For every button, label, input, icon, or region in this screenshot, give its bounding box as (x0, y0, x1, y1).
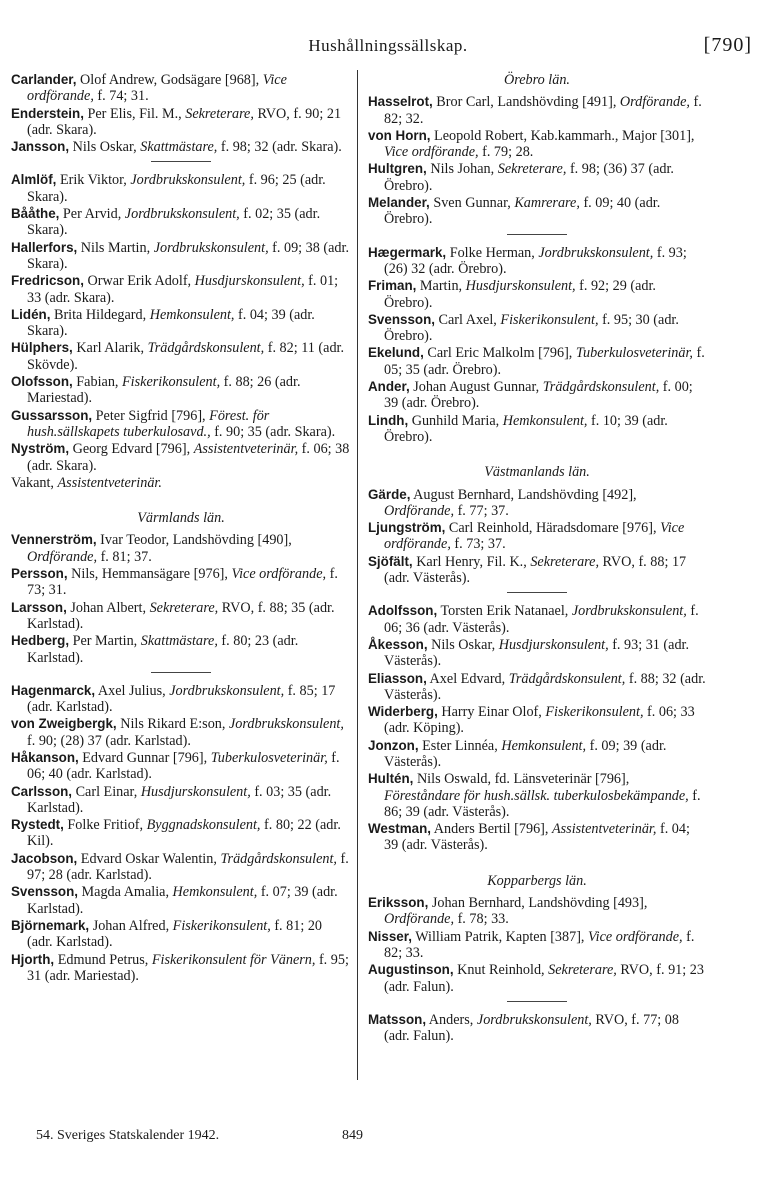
entry-name: Rystedt, (11, 817, 64, 833)
entry-group (368, 603, 706, 853)
entry-text: August Bernhard, Landshövding [492], (410, 486, 637, 503)
list-item (11, 784, 351, 817)
entry-text: William Patrik, Kapten [387], (411, 928, 589, 945)
entry-text: Per Elis, Fil. M., (83, 105, 186, 122)
list-item (368, 94, 706, 127)
entry-tail: f. 04; 39 (adr. Skara). (27, 306, 315, 340)
entry-role: Förest. för hush.sällskapets tuberkulosavd., (27, 407, 270, 440)
entry-group (368, 245, 706, 446)
entry-name: Sjöfält, (368, 553, 413, 569)
entry-group (368, 487, 706, 587)
entry-tail: f. 73; 31. (27, 566, 338, 599)
list-item (368, 487, 706, 520)
entry-role: Assistentveterinär. (57, 474, 162, 491)
entry-name: Enderstein, (11, 105, 84, 121)
section-rule (151, 161, 211, 162)
entry-tail: f. 09; 38 (adr. Skara). (27, 239, 350, 272)
entry-role: Trädgårdskonsulent, (542, 379, 660, 396)
entry-text: Orwar Erik Adolf, (83, 273, 195, 290)
entry-text: Edvard Oskar Walentin, (77, 850, 221, 867)
entry-name: Eriksson, (368, 895, 429, 911)
left-column (11, 72, 351, 1072)
list-item (11, 307, 351, 340)
entry-text: Nils Johan, (426, 161, 498, 178)
entry-text: Ester Linnéa, (418, 737, 502, 754)
entry-role: Hemkonsulent, (502, 412, 588, 429)
list-item (368, 413, 706, 446)
entry-text: Johan Albert, (66, 599, 150, 616)
entry-group (368, 895, 706, 995)
list-item (368, 554, 706, 587)
entry-tail: f. 79; 28. (478, 144, 534, 161)
list-item (11, 374, 351, 407)
entry-tail: f. 04; 39 (adr. Västerås). (384, 821, 690, 854)
page-number: 849 (342, 1128, 363, 1143)
list-item (11, 716, 351, 749)
entry-name: Gärde, (368, 486, 411, 502)
entry-tail: f. 06; 40 (adr. Karlstad). (27, 749, 340, 783)
entry-role: Hemkonsulent, (149, 306, 235, 323)
entry-tail: f. 74; 31. (93, 88, 149, 105)
entry-role: Husdjurskonsulent, (498, 636, 609, 653)
list-item (11, 532, 351, 565)
entry-name: Almlöf, (11, 172, 57, 188)
footer-text: 54. Sveriges Statskalender 1942. (36, 1128, 220, 1143)
entry-text: Fabian, (72, 374, 123, 391)
entry-tail: f. 09; 40 (adr. Örebro). (384, 195, 661, 228)
entry-tail: f. 06; 38 (adr. Skara). (27, 441, 350, 474)
entry-name: Bååthe, (11, 206, 60, 222)
entry-tail: RVO, f. 77; 08 (adr. Falun). (384, 1011, 679, 1045)
entry-text: Anders Bertil [796], (431, 821, 552, 838)
list-item (368, 345, 706, 378)
page-title: Hushållningssällskap. (308, 36, 468, 55)
entry-role: Sekreterare, (149, 599, 219, 616)
entry-text: Karl Henry, Fil. K., (412, 553, 531, 570)
entry-name: Carlsson, (11, 783, 73, 799)
list-item (368, 704, 706, 737)
entry-name: Åkesson, (368, 636, 428, 652)
entry-name: Svensson, (11, 884, 78, 900)
list-item (368, 278, 706, 311)
entry-role: Assistentveterinär, (193, 441, 299, 458)
list-item (368, 637, 706, 670)
entry-role: Fiskerikonsulent, (122, 374, 221, 391)
entry-group (11, 532, 351, 665)
region-heading: Örebro län. (504, 72, 570, 88)
entry-role: Husdjurskonsulent, (194, 273, 305, 290)
entry-tail: f. 01; 33 (adr. Skara). (27, 273, 339, 306)
list-item (11, 206, 351, 239)
entry-text: Bror Carl, Landshövding [491], (432, 94, 620, 111)
entry-text: Nils Rikard E:son, (116, 716, 229, 733)
list-item (368, 312, 706, 345)
entry-role: Sekreterare, (497, 161, 567, 178)
entry-tail: f. 88; 32 (adr. Västerås). (384, 670, 706, 703)
entry-text: Axel Julius, (95, 682, 170, 699)
entry-name: Persson, (11, 566, 68, 582)
entry-tail: f. 96; 25 (adr. Skara). (27, 172, 326, 205)
entry-name: Hjorth, (11, 951, 55, 967)
entry-role: Sekreterare, (530, 553, 599, 570)
entry-name: von Zweigbergk, (11, 716, 117, 732)
entry-role: Jordbrukskonsulent, (130, 172, 246, 189)
entry-name: Hülphers, (11, 340, 73, 356)
entry-role: Vice ordförande, (588, 928, 683, 945)
entry-tail: f. 02; 35 (adr. Skara). (27, 206, 321, 239)
entry-text: Folke Fritiof, (63, 817, 147, 834)
entry-text: Carl Axel, (434, 311, 501, 328)
entry-text: Per Arvid, (59, 206, 125, 223)
entry-text: Anders, (426, 1011, 477, 1028)
entry-tail: f. 81; 20 (adr. Karlstad). (27, 917, 323, 951)
entry-name: Hasselrot, (368, 94, 433, 110)
entry-role: Föreståndare för hush.sällsk. tuberkulosbekämpande, (384, 787, 689, 804)
entry-tail: f. 97; 28 (adr. Karlstad). (27, 850, 349, 884)
entry-tail: RVO, f. 90; 21 (adr. Skara). (27, 105, 342, 138)
entry-name: Jonzon, (368, 737, 419, 753)
entry-text: Georg Edvard [796], (69, 441, 194, 458)
entry-role: Jordbrukskonsulent, (153, 239, 269, 256)
entry-tail: f. 10; 39 (adr. Örebro). (384, 412, 668, 445)
entry-text: Johan Bernhard, Landshövding [493], (428, 895, 648, 912)
entry-name: Ekelund, (368, 345, 424, 361)
entry-role: Fiskerikonsulent, (545, 704, 644, 721)
entry-role: Trädgårdskonsulent, (147, 340, 265, 357)
list-item (368, 128, 706, 161)
list-item (11, 918, 351, 951)
section-rule (507, 592, 567, 593)
list-item (368, 520, 706, 553)
entry-role: Skattmästare, (140, 633, 218, 650)
section-rule (507, 234, 567, 235)
entry-text: Leopold Robert, Kab.kammarh., Major [301], (430, 127, 695, 144)
list-item (368, 929, 706, 962)
entry-role: Vice ordförande, (384, 144, 479, 161)
entry-role: Kamrerare, (514, 195, 580, 212)
list-item (368, 1012, 706, 1045)
list-item (368, 161, 706, 194)
entry-name: Westman, (368, 821, 432, 837)
entry-name: Svensson, (368, 311, 435, 327)
entry-tail: f. 05; 35 (adr. Örebro). (384, 345, 705, 378)
entry-name: Ljungström, (368, 520, 446, 536)
list-item (368, 962, 706, 995)
entry-tail: f. 90; 35 (adr. Skara). (210, 423, 336, 440)
entry-role: Ordförande, (619, 94, 690, 111)
entry-group (11, 172, 351, 491)
list-item (11, 750, 351, 783)
entry-tail: f. 78; 33. (454, 911, 509, 928)
entry-name: Hagenmarck, (11, 682, 96, 698)
entry-tail: f. 06; 36 (adr. Västerås). (384, 603, 699, 636)
entry-text: Brita Hildegard, (50, 306, 150, 323)
entry-name: Hedberg, (11, 633, 70, 649)
entry-tail: f. 93; 31 (adr. Västerås). (384, 636, 690, 670)
entry-tail: RVO, f. 91; 23 (adr. Falun). (384, 962, 704, 995)
entry-role: Trädgårdskonsulent, (508, 670, 626, 687)
entry-name: Eliasson, (368, 670, 427, 686)
entry-tail: f. 82; 11 (adr. Skövde). (27, 340, 345, 373)
entry-role: Jordbrukskonsulent, (124, 206, 240, 223)
list-item (11, 817, 351, 850)
entry-name: Nyström, (11, 441, 70, 457)
list-item (11, 240, 351, 273)
entry-role: Fiskerikonsulent för Vänern, (151, 951, 316, 968)
list-item (11, 340, 351, 373)
entry-role: Fiskerikonsulent, (500, 311, 599, 328)
entry-text: Per Martin, (69, 633, 141, 650)
entry-text: Gunhild Maria, (408, 412, 503, 429)
entry-name: Larsson, (11, 599, 67, 615)
entry-role: Vice ordförande, (231, 566, 327, 583)
entry-text: Johan August Gunnar, (409, 379, 543, 396)
entry-text: Edmund Petrus, (54, 951, 152, 968)
entry-role: Trädgårdskonsulent, (220, 850, 337, 867)
entry-name: Jansson, (11, 139, 70, 155)
entry-role: Tuberkulosveterinär, (210, 749, 328, 766)
entry-name: von Horn, (368, 127, 431, 143)
entry-text: Olof Andrew, Godsägare [968], (76, 72, 263, 88)
region-heading: Kopparbergs län. (487, 872, 587, 889)
list-item (11, 273, 351, 306)
entry-text: Johan Alfred, (89, 917, 173, 934)
entry-role: Fiskerikonsulent, (172, 917, 271, 934)
entry-tail: RVO, f. 88; 35 (adr. Karlstad). (27, 599, 335, 632)
entry-text: Carl Einar, (72, 783, 141, 800)
entry-role: Jordbrukskonsulent, (571, 603, 687, 620)
entry-role: Hemkonsulent, (172, 884, 258, 901)
entry-tail: f. 92; 29 (adr. Örebro). (384, 278, 656, 311)
entry-name: Olofsson, (11, 374, 73, 390)
list-item (368, 195, 706, 228)
list-item (11, 475, 351, 491)
entry-tail: f. 98; (36) 37 (adr. Örebro). (384, 161, 674, 194)
list-item (11, 72, 351, 105)
entry-tail: f. 88; 26 (adr. Mariestad). (27, 374, 301, 407)
entry-text: Knut Reinhold, (453, 962, 549, 979)
entry-role: Tuberkulosveterinär, (575, 345, 693, 362)
entry-text: Nils Oskar, (69, 139, 141, 156)
list-item (11, 408, 351, 441)
entry-text: Ivar Teodor, Landshövding [490], (96, 532, 292, 549)
column-divider (357, 70, 358, 1080)
region-heading: Värmlands län. (137, 510, 225, 527)
list-item (368, 738, 706, 771)
entry-text: Nils, Hemmansägare [976], (67, 566, 232, 583)
entry-tail: f. 00; 39 (adr. Örebro). (384, 379, 693, 412)
section-rule (151, 672, 211, 673)
entry-role: Hemkonsulent, (501, 737, 587, 754)
entry-tail: f. 77; 37. (454, 502, 509, 519)
list-item (11, 851, 351, 884)
entry-role: Skattmästare, (140, 139, 218, 156)
entry-group (11, 683, 351, 984)
entry-tail: f. 82; 32. (384, 94, 702, 127)
entry-tail: f. 81; 37. (97, 548, 152, 565)
entry-name: Melander, (368, 195, 430, 211)
entry-role: Jordbrukskonsulent, (169, 682, 285, 699)
list-item (11, 600, 351, 633)
entry-text: Harry Einar Olof, (437, 704, 546, 721)
list-item (11, 172, 351, 205)
list-item (368, 245, 706, 278)
entry-text: Vakant, (11, 474, 58, 491)
entry-name: Lidén, (11, 306, 51, 322)
entry-tail: f. 85; 17 (adr. Karlstad). (27, 682, 336, 716)
list-item (368, 771, 706, 820)
entry-role: Ordförande, (27, 548, 98, 565)
entry-role: Assistentveterinär, (551, 821, 657, 838)
entry-role: Jordbrukskonsulent, (538, 244, 654, 261)
list-item (368, 895, 706, 928)
entry-tail: f. 93; (26) 32 (adr. Örebro). (384, 244, 687, 277)
entry-group (368, 1012, 706, 1045)
entry-role: Ordförande, (384, 502, 455, 519)
entry-role: Sekreterare, (548, 962, 617, 979)
list-item (368, 821, 706, 854)
entry-name: Björnemark, (11, 917, 90, 933)
entry-tail: f. 06; 33 (adr. Köping). (384, 704, 695, 737)
entry-text: Edvard Gunnar [796], (78, 749, 211, 766)
entry-text: Torsten Erik Natanael, (437, 603, 572, 620)
entry-text: Sven Gunnar, (429, 195, 515, 212)
page-footer (36, 1128, 436, 1144)
entry-tail: f. 98; 32 (adr. Skara). (217, 139, 342, 156)
list-item (11, 683, 351, 716)
entry-role: Husdjurskonsulent, (140, 783, 251, 800)
entry-text: Carl Eric Malkolm [796], (423, 345, 576, 362)
entry-text: Peter Sigfrid [796], (92, 407, 210, 424)
list-item (11, 633, 351, 666)
entry-name: Håkanson, (11, 749, 79, 765)
right-column (368, 72, 706, 1072)
entry-tail: f. 86; 39 (adr. Västerås). (384, 787, 701, 820)
entry-role: Ordförande, (384, 911, 455, 928)
list-item (11, 566, 351, 599)
entry-text: Karl Alarik, (72, 340, 148, 357)
entry-name: Augustinson, (368, 962, 454, 978)
entry-tail: f. 95; 30 (adr. Örebro). (384, 311, 679, 345)
page-header (10, 34, 766, 64)
entry-tail: f. 80; 22 (adr. Kil). (27, 817, 341, 850)
entry-role: Husdjurskonsulent, (465, 278, 576, 295)
region-heading: Västmanlands län. (484, 464, 590, 481)
entry-role: Sekreterare, (185, 105, 254, 122)
entry-text: Erik Viktor, (56, 172, 131, 189)
entry-text: Folke Herman, (446, 244, 539, 261)
entry-text: Nils Oswald, fd. Länsveterinär [796], (413, 771, 630, 788)
list-item (11, 106, 351, 139)
entry-role: Jordbrukskonsulent, (228, 716, 344, 733)
list-item (368, 671, 706, 704)
entry-tail: f. 80; 23 (adr. Karlstad). (27, 633, 299, 666)
list-item (11, 952, 351, 985)
entry-role: Byggnadskonsulent, (146, 817, 261, 834)
entry-name: Vennerström, (11, 532, 97, 548)
entry-name: Hægermark, (368, 244, 447, 260)
entry-name: Adolfsson, (368, 603, 438, 619)
entry-name: Nisser, (368, 928, 412, 944)
list-item (11, 139, 351, 155)
entry-group (11, 72, 351, 155)
entry-tail: RVO, f. 88; 17 (adr. Västerås). (384, 553, 687, 587)
entry-name: Fredricson, (11, 273, 84, 289)
entry-name: Hultén, (368, 771, 414, 787)
list-item (11, 441, 351, 474)
entry-tail: f. 07; 39 (adr. Karlstad). (27, 884, 338, 917)
entry-text: Martin, (416, 278, 466, 295)
entry-name: Matsson, (368, 1011, 427, 1027)
entry-tail: f. 82; 33. (384, 928, 695, 961)
entry-text: Nils Martin, (77, 239, 154, 256)
entry-tail: f. 90; (28) 37 (adr. Karlstad). (27, 732, 191, 749)
entry-name: Hultgren, (368, 161, 427, 177)
entry-text: Axel Edvard, (426, 670, 509, 687)
entry-tail: f. 03; 35 (adr. Karlstad). (27, 783, 332, 816)
entry-name: Gussarsson, (11, 407, 93, 423)
entry-name: Lindh, (368, 412, 409, 428)
entry-role: Vice ordförande, (384, 520, 685, 553)
entry-name: Hallerfors, (11, 239, 78, 255)
list-item (368, 379, 706, 412)
entry-name: Friman, (368, 278, 417, 294)
entry-role: Vice ordförande, (27, 72, 287, 105)
entry-tail: f. 95; 31 (adr. Mariestad). (27, 951, 349, 984)
entry-text: Carl Reinhold, Häradsdomare [976], (445, 520, 661, 537)
entry-text: Magda Amalia, (77, 884, 173, 901)
list-item (368, 603, 706, 636)
entry-tail: f. 09; 39 (adr. Västerås). (384, 737, 667, 770)
list-item (11, 884, 351, 917)
entry-name: Carlander, (11, 72, 77, 87)
page-reference: [790] (703, 34, 752, 56)
entry-name: Widerberg, (368, 704, 438, 720)
entry-group (368, 94, 706, 227)
entry-tail: f. 73; 37. (450, 536, 506, 553)
entry-name: Ander, (368, 379, 410, 395)
entry-role: Jordbrukskonsulent, (476, 1011, 592, 1028)
section-rule (507, 1001, 567, 1002)
entry-text: Nils Oskar, (427, 636, 499, 653)
entry-name: Jacobson, (11, 850, 78, 866)
